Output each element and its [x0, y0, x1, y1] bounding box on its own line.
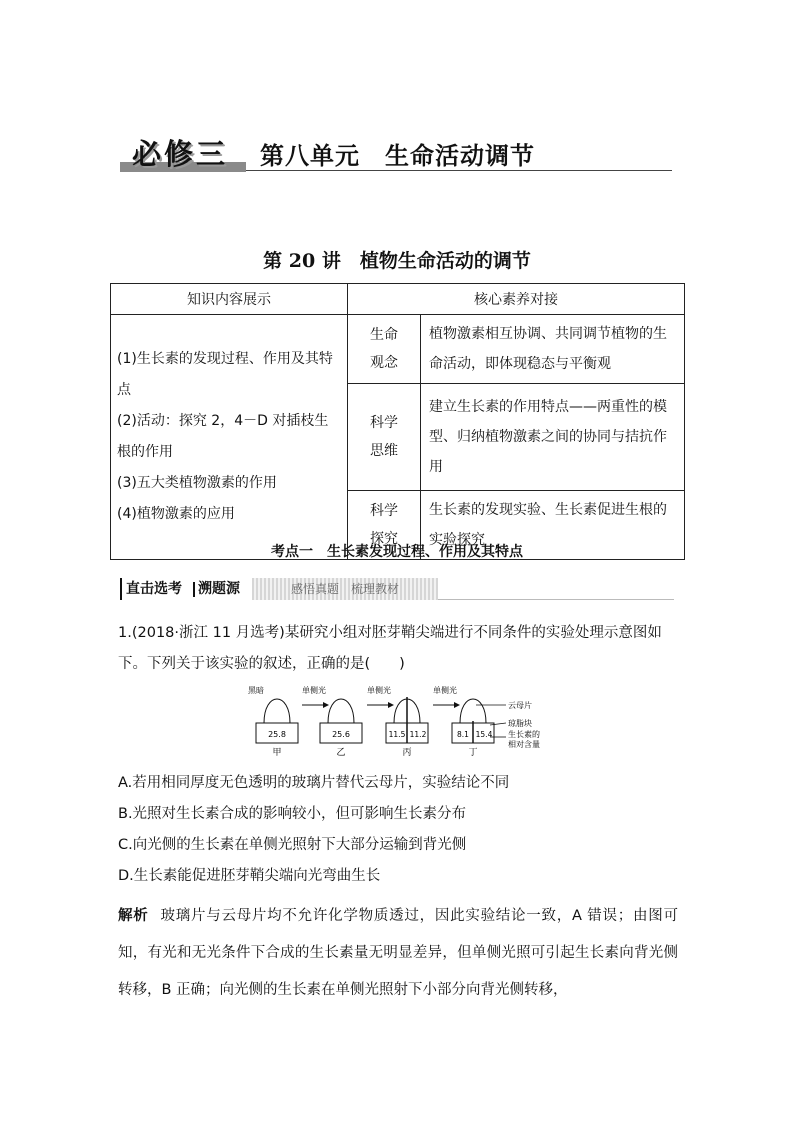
option-a: A.若用相同厚度无色透明的玻璃片替代云母片，实验结论不同 [118, 775, 510, 791]
figure-group-label: 甲 [272, 748, 282, 758]
literacy-description: 生长素的发现实验、生长素促进生根的实验探究 [421, 491, 685, 560]
literacy-description: 植物激素相互协调、共同调节植物的生命活动，即体现稳态与平衡观 [421, 315, 685, 384]
figure-group-label: 乙 [336, 748, 346, 758]
literacy-category [348, 315, 421, 384]
figure-value: 15.4 [475, 730, 493, 739]
figure-value: 25.6 [332, 730, 350, 739]
figure-condition: 单侧光 [433, 686, 457, 695]
table-row [111, 315, 685, 384]
figure-group-label: 丁 [468, 748, 478, 758]
unit-title: 第八单元 生命活动调节 [260, 141, 535, 170]
table-header-literacy: 核心素养对接 [348, 284, 685, 315]
header-rule [246, 170, 672, 171]
literacy-category-text: 科学思维 [370, 415, 398, 459]
knowledge-list-cell [111, 315, 348, 560]
topic-title: 考点一 生长素发现过程、作用及其特点 [271, 544, 523, 560]
coleoptile-tip-shape [264, 699, 290, 723]
knowledge-item: (2)活动：探究 2，4－D 对插枝生根的作用 [117, 413, 329, 460]
figure-value: 25.8 [268, 730, 286, 739]
figure-group-label: 丙 [402, 748, 412, 758]
legend-auxin: 生长素的 [508, 730, 540, 739]
lecture-title: 第 20 讲 植物生命活动的调节 [263, 250, 531, 272]
question-stem: 1.(2018·浙江 11 月选考)某研究小组对胚芽鞘尖端进行不同条件的实验处理示意图如下。下列关于该实验的叙述，正确的是( ) [118, 625, 662, 672]
knowledge-item: (1)生长素的发现过程、作用及其特点 [117, 351, 333, 398]
option-c: C.向光侧的生长素在单侧光照射下大部分运输到背光侧 [118, 837, 467, 853]
analysis-text: 玻璃片与云母片均不允许化学物质透过，因此实验结论一致，A 错误；由图可知，有光和无光条件下合成的生长素量无明显差异，但单侧光照可引起生长素向背光侧转移，B 正确；向光侧的生长素在单侧光照射下小部分向背光侧转移， [118, 908, 678, 998]
banner-separator [193, 582, 195, 597]
literacy-category-text: 科学探究 [370, 503, 398, 547]
banner-part2: 溯题源 [198, 581, 240, 597]
summary-table [110, 283, 685, 560]
figure-value: 11.5 [388, 730, 406, 739]
analysis-label: 解析 [118, 908, 149, 924]
table-header-row [111, 284, 685, 315]
option-b: B.光照对生长素合成的影响较小，但可影响生长素分布 [118, 806, 467, 822]
experiment-figure [240, 683, 560, 763]
legend-agar: 琼脂块 [508, 719, 532, 728]
legend-mica: 云母片 [508, 701, 532, 710]
coleoptile-tip-shape [460, 699, 486, 723]
figure-condition: 单侧光 [367, 686, 391, 695]
literacy-description: 建立生长素的作用特点——两重性的模型、归纳植物激素之间的协同与拮抗作用 [421, 384, 685, 491]
literacy-category-text: 生命观念 [370, 327, 398, 371]
figure-value: 11.2 [409, 730, 427, 739]
table-header-knowledge: 知识内容展示 [111, 284, 348, 315]
banner-part1: 直击选考 [120, 578, 182, 600]
banner-rule [438, 599, 674, 600]
figure-condition: 黑暗 [248, 686, 264, 695]
literacy-category [348, 384, 421, 491]
coleoptile-tip-shape [328, 699, 354, 723]
analysis [118, 898, 678, 1009]
figure-condition: 单侧光 [302, 686, 326, 695]
knowledge-item: (3)五大类植物激素的作用 [117, 475, 277, 491]
legend-relative-content: 相对含量 [508, 740, 540, 749]
option-d: D.生长素能促进胚芽鞘尖端向光弯曲生长 [118, 868, 381, 884]
banner-tag: 感悟真题 梳理教材 [252, 578, 438, 600]
module-title: 必修三 [132, 137, 229, 171]
knowledge-item: (4)植物激素的应用 [117, 506, 235, 522]
figure-value: 8.1 [457, 730, 469, 739]
